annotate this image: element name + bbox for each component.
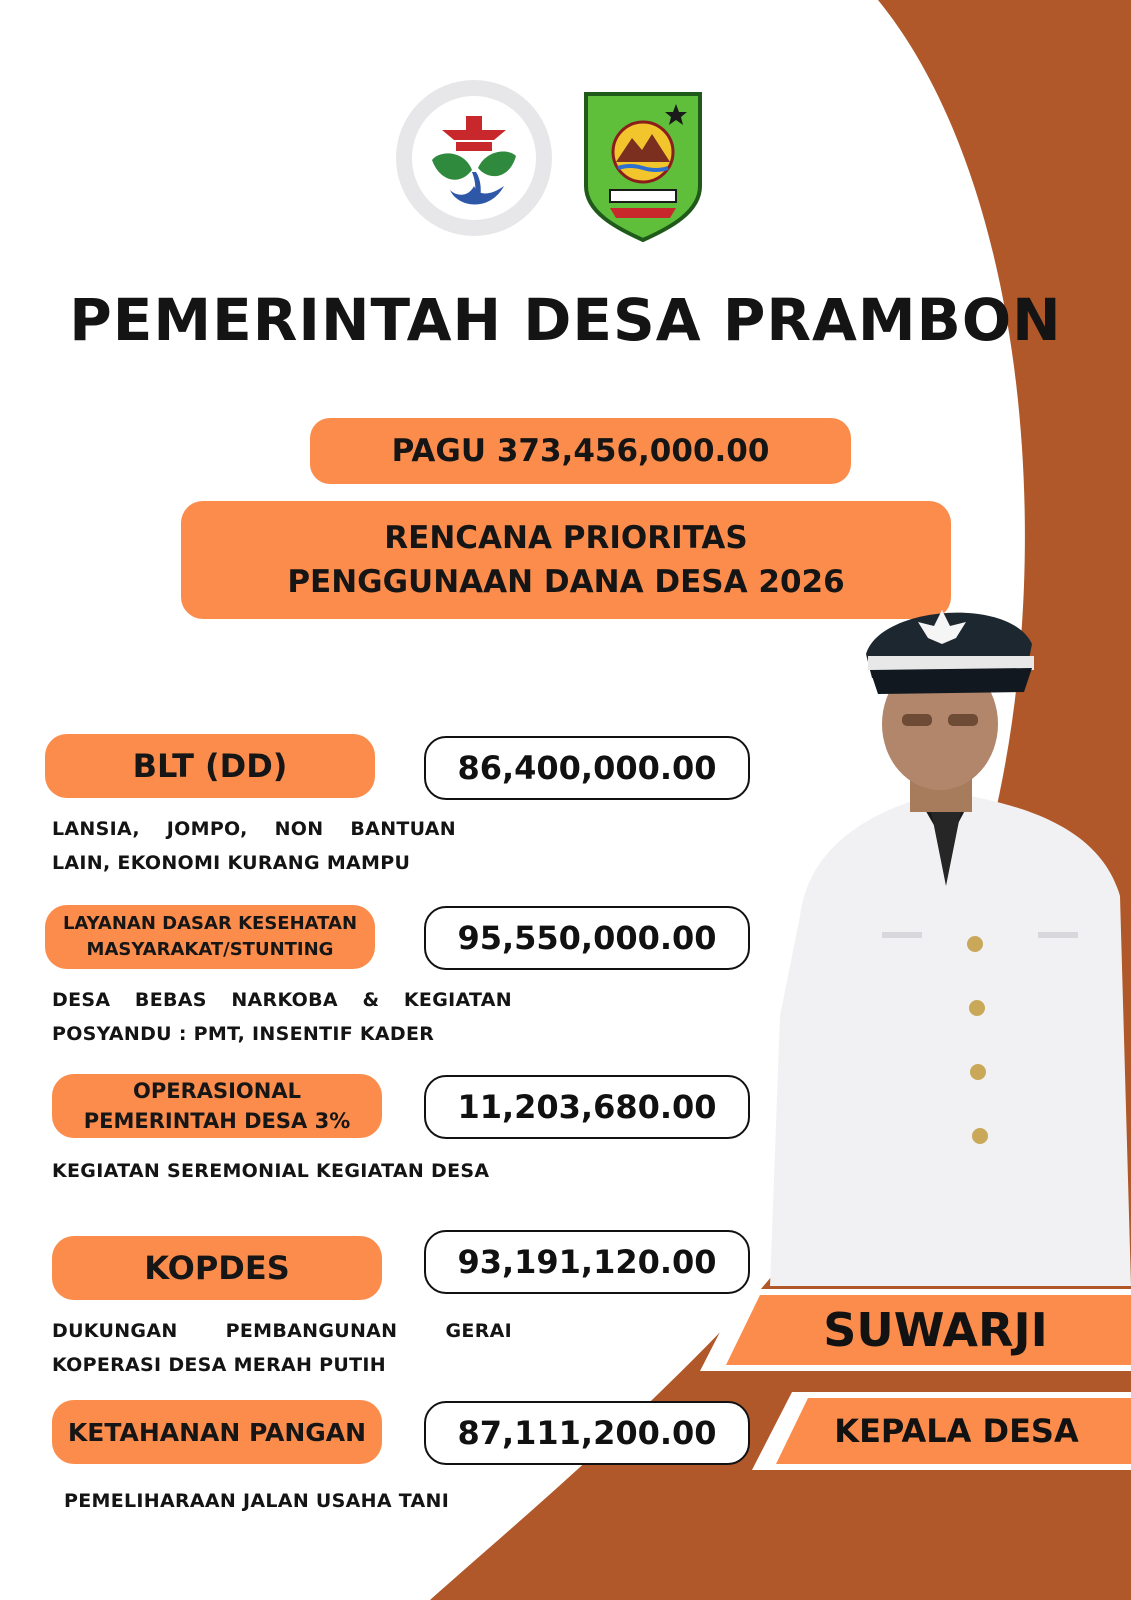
value-ketahanan-pangan: 87,111,200.00 (424, 1401, 750, 1465)
desc-blt (52, 812, 456, 880)
desc-kopdes-line-2: KOPERASI DESA MERAH PUTIH (52, 1354, 386, 1376)
category-kesehatan-line-2: MASYARAKAT/STUNTING (86, 939, 334, 960)
rencana-line-2: PENGGUNAAN DANA DESA 2026 (287, 564, 845, 600)
desc-operasional-line-1: KEGIATAN SEREMONIAL KEGIATAN DESA (52, 1160, 490, 1182)
official-photo (770, 596, 1131, 1286)
category-operasional-line-1: OPERASIONAL (132, 1079, 301, 1103)
regency-shield-logo (580, 86, 706, 244)
category-kesehatan (45, 905, 375, 969)
desc-ketahanan-pangan (64, 1484, 524, 1518)
category-blt-label: BLT (DD) (132, 747, 288, 785)
desc-kopdes-line-1: DUKUNGAN PEMBANGUNAN GERAI (52, 1320, 512, 1342)
official-name-banner (700, 1285, 1131, 1375)
category-blt (45, 734, 375, 798)
desc-operasional (52, 1154, 572, 1188)
desc-kesehatan (52, 983, 512, 1051)
value-operasional: 11,203,680.00 (424, 1075, 750, 1139)
category-kesehatan-line-1: LAYANAN DASAR KESEHATAN (62, 913, 358, 934)
page-title: PEMERINTAH DESA PRAMBON (69, 286, 1062, 354)
rencana-line-1: RENCANA PRIORITAS (384, 520, 748, 556)
value-kesehatan: 95,550,000.00 (424, 906, 750, 970)
official-name: SUWARJI (823, 1303, 1048, 1357)
desc-blt-line-2: LAIN, EKONOMI KURANG MAMPU (52, 852, 411, 874)
official-position: KEPALA DESA (834, 1412, 1079, 1450)
desc-kesehatan-line-1: DESA BEBAS NARKOBA & KEGIATAN (52, 989, 512, 1011)
category-operasional-line-2: PEMERINTAH DESA 3% (83, 1109, 351, 1133)
category-operasional (52, 1074, 382, 1138)
desc-kopdes (52, 1314, 512, 1382)
category-kopdes (52, 1236, 382, 1300)
category-ketahanan-pangan-label: KETAHANAN PANGAN (67, 1417, 367, 1447)
desc-ketahanan-pangan-line-1: PEMELIHARAAN JALAN USAHA TANI (64, 1490, 450, 1512)
ministry-logo (394, 78, 554, 238)
desc-blt-line-1: LANSIA, JOMPO, NON BANTUAN (52, 818, 456, 840)
value-blt: 86,400,000.00 (424, 736, 750, 800)
category-ketahanan-pangan (52, 1400, 382, 1464)
pagu-badge: PAGU 373,456,000.00 (310, 418, 851, 484)
official-position-banner (752, 1388, 1131, 1474)
category-kopdes-label: KOPDES (144, 1249, 290, 1287)
value-kopdes: 93,191,120.00 (424, 1230, 750, 1294)
desc-kesehatan-line-2: POSYANDU : PMT, INSENTIF KADER (52, 1023, 435, 1045)
